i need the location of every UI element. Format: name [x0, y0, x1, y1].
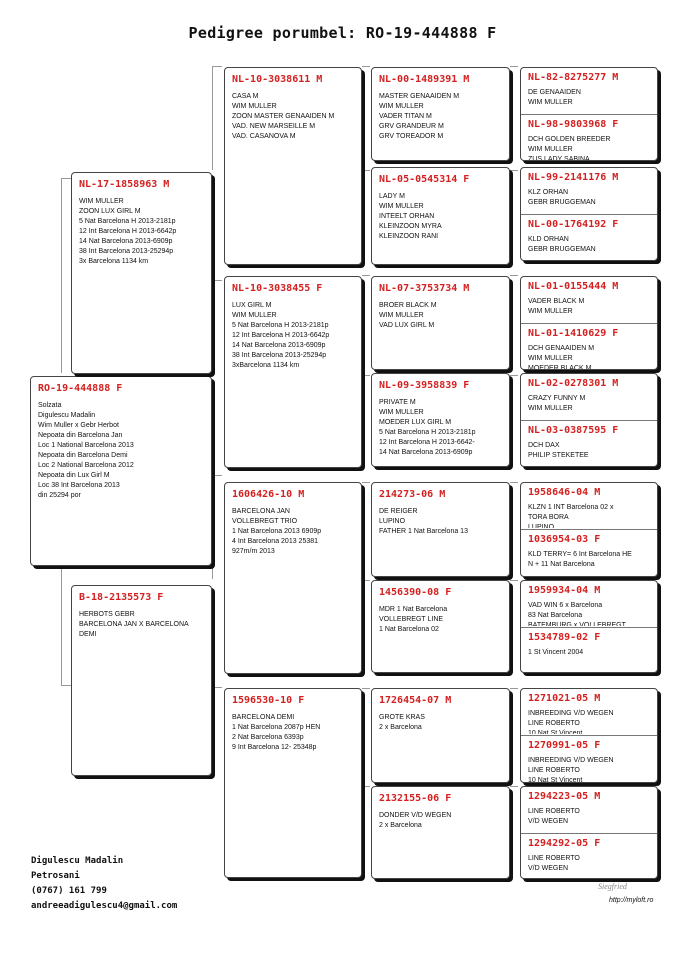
- owner-block: [31, 854, 177, 914]
- gen4-ring: 214273-06 M: [379, 489, 446, 500]
- gen4-info: MASTER GENAAIDEN M WIM MULLER VADER TITAN M GRV GRANDEUR M GRV TOREADOR M: [379, 93, 460, 140]
- connector-line: [510, 482, 518, 483]
- gen4-card: [371, 373, 510, 467]
- gen4-ring: NL-00-1489391 M: [379, 74, 470, 85]
- gen5-ring: 1959934-04 M: [528, 585, 601, 596]
- gen5-ring: 1294292-05 F: [528, 838, 601, 849]
- gen4-info: MDR 1 Nat Barcelona VOLLEBREGT LINE 1 Nat Barcelona 02: [379, 606, 448, 633]
- gen4-ring: NL-05-0545314 F: [379, 174, 470, 185]
- connector-line: [212, 475, 222, 476]
- gen5-dam: [521, 834, 657, 878]
- gen4-card: [371, 167, 510, 265]
- gen4-card: [371, 688, 510, 783]
- connector-line: [212, 66, 222, 67]
- gen3-ring: NL-10-3038455 F: [232, 283, 323, 294]
- gen5-sire: [521, 374, 657, 419]
- gen5-dam: [521, 736, 657, 782]
- gen5-ring: NL-02-0278301 M: [528, 378, 619, 389]
- connector-line: [510, 580, 518, 581]
- connector-line: [61, 685, 71, 686]
- gen4-card: [371, 276, 510, 370]
- connector-line: [212, 672, 213, 687]
- gen5-info: DCH GOLDEN BREEDER WIM MULLER ZUS LADY SABINA: [528, 136, 611, 160]
- gen5-info: DCH DAX PHILIP STEKETEE: [528, 442, 589, 459]
- father-ring: NL-17-1858963 M: [79, 179, 170, 190]
- gen3-ring: NL-10-3038611 M: [232, 74, 323, 85]
- connector-line: [212, 687, 222, 688]
- connector-line: [362, 275, 370, 276]
- owner-phone: (0767) 161 799: [31, 886, 107, 896]
- gen4-info: DE REIGER LUPINO FATHER 1 Nat Barcelona 13: [379, 508, 468, 535]
- gen3-card: [224, 276, 362, 468]
- connector-line: [510, 375, 518, 376]
- gen3-ring: 1596530-10 F: [232, 695, 305, 706]
- gen4-ring: NL-07-3753734 M: [379, 283, 470, 294]
- connector-line: [212, 265, 213, 280]
- gen5-sire: [521, 581, 657, 626]
- connector-line: [510, 170, 518, 171]
- gen5-card: [520, 580, 658, 673]
- gen5-info: DCH GENAAIDEN M WIM MULLER MOEDER BLACK M: [528, 345, 595, 369]
- page-title: Pedigree porumbel: RO-19-444888 F: [188, 24, 497, 42]
- gen5-info: LINE ROBERTO V/D WEGEN: [528, 855, 580, 872]
- gen3-ring: 1606426-10 M: [232, 489, 305, 500]
- gen5-card: [520, 688, 658, 783]
- gen4-ring: NL-09-3958839 F: [379, 380, 470, 391]
- gen5-dam: [521, 215, 657, 260]
- gen5-info: KLD ORHAN GEBR BRUGGEMAN: [528, 236, 596, 253]
- gen4-card: [371, 786, 510, 879]
- connector-line: [510, 688, 518, 689]
- mother-ring: B-18-2135573 F: [79, 592, 164, 603]
- connector-line: [362, 482, 370, 483]
- gen3-info: BARCELONA DEMI 1 Nat Barcelona 2087p HEN 2 Nat Barcelona 6393p 9 Int Barcelona 12- 25348p: [232, 714, 321, 751]
- gen5-card: [520, 67, 658, 161]
- footer-url[interactable]: http://myloft.ro: [609, 897, 654, 904]
- gen4-card: [371, 580, 510, 673]
- gen5-info: CRAZY FUNNY M WIM MULLER: [528, 395, 586, 412]
- gen4-ring: 2132155-06 F: [379, 793, 452, 804]
- gen4-info: DONDER V/D WEGEN 2 x Barcelona: [379, 812, 452, 829]
- gen3-card: [224, 482, 362, 674]
- gen5-ring: NL-01-0155444 M: [528, 281, 619, 292]
- gen4-info: LADY M WIM MULLER INTEELT ORHAN KLEINZOON MYRA KLEINZOON RANI: [379, 193, 442, 240]
- father-info: WIM MULLER ZOON LUX GIRL M 5 Nat Barcelona H 2013-2181p 12 Int Barcelona H 2013-6642p 14 Nat Barcelona 2013-6909p 38 Int Barcelona 2013-25294p 3x Barcelona 1134 km: [79, 198, 177, 265]
- gen5-dam: [521, 530, 657, 576]
- gen5-dam: [521, 324, 657, 369]
- gen5-dam: [521, 115, 657, 160]
- gen5-sire: [521, 277, 657, 322]
- subject-card: [30, 376, 212, 566]
- gen5-info: VADER BLACK M WIM MULLER: [528, 298, 585, 315]
- owner-name: Digulescu Madalin: [31, 856, 124, 866]
- signature: Siegfried: [598, 882, 627, 891]
- connector-line: [362, 170, 370, 171]
- gen5-ring: 1271021-05 M: [528, 693, 601, 704]
- gen5-card: [520, 786, 658, 879]
- mother-info: HERBOTS GEBR BARCELONA JAN X BARCELONA DEMI: [79, 611, 189, 638]
- gen5-ring: NL-01-1410629 F: [528, 328, 619, 339]
- gen5-info: 1 St Vincent 2004: [528, 649, 584, 656]
- gen3-info: LUX GIRL M WIM MULLER 5 Nat Barcelona H 2013-2181p 12 Int Barcelona H 2013-6642p 14 Nat Barcelona 2013-6909p 38 Int Barcelona 2013-25294p 3xBarcelona 1134 km: [232, 302, 330, 369]
- owner-email: andreeadigulescu4@gmail.com: [31, 901, 178, 911]
- gen4-ring: 1726454-07 M: [379, 695, 452, 706]
- gen5-card: [520, 482, 658, 577]
- connector-line: [61, 178, 71, 179]
- gen5-sire: [521, 68, 657, 113]
- connector-line: [510, 786, 518, 787]
- connector-line: [362, 375, 370, 376]
- owner-city: Petrosani: [31, 871, 80, 881]
- subject-info: Solzata Digulescu Madalin Wim Muller x Gebr Herbot Nepoata din Barcelona Jan Loc 1 National Barcelona 2013 Nepoata din Barcelona Demi Loc 2 National Barcelona 2012 Nepoata din Lux Girl M Loc 38 Int Barcelona 2013 din 25294 por: [38, 402, 134, 499]
- gen5-ring: 1270991-05 F: [528, 740, 601, 751]
- gen5-card: [520, 373, 658, 467]
- gen3-card: [224, 688, 362, 878]
- gen5-ring: NL-99-2141176 M: [528, 172, 619, 183]
- gen5-sire: [521, 787, 657, 832]
- gen5-card: [520, 276, 658, 370]
- connector-line: [212, 66, 213, 170]
- father-card: [71, 172, 212, 374]
- connector-line: [510, 66, 518, 67]
- gen4-card: [371, 67, 510, 161]
- gen5-ring: 1036954-03 F: [528, 534, 601, 545]
- gen5-info: INBREEDING V/D WEGEN LINE ROBERTO 10 Nat St Vincent: [528, 757, 614, 782]
- gen5-info: KLZN 1 INT Barcelona 02 x TORA BORA LUPINO: [528, 504, 614, 528]
- connector-line: [362, 688, 370, 689]
- gen5-info: KLZ ORHAN GEBR BRUGGEMAN: [528, 189, 596, 206]
- gen5-ring: NL-98-9803968 F: [528, 119, 619, 130]
- connector-line: [212, 475, 213, 579]
- connector-line: [61, 178, 62, 373]
- gen4-info: PRIVATE M WIM MULLER MOEDER LUX GIRL M 5 Nat Barcelona H 2013-2181p 12 Int Barcelona H 2013-6642- 14 Nat Barcelona 2013-6909p: [379, 399, 476, 456]
- gen5-info: DE GENAAIDEN WIM MULLER: [528, 89, 581, 106]
- gen5-ring: NL-00-1764192 F: [528, 219, 619, 230]
- gen5-info: LINE ROBERTO V/D WEGEN: [528, 808, 580, 825]
- gen4-card: [371, 482, 510, 577]
- mother-card: [71, 585, 212, 776]
- connector-line: [362, 66, 370, 67]
- gen5-card: [520, 167, 658, 261]
- gen5-info: INBREEDING V/D WEGEN LINE ROBERTO 10 Nat St Vincent: [528, 710, 614, 734]
- gen5-dam: [521, 421, 657, 466]
- gen4-info: BROER BLACK M WIM MULLER VAD LUX GIRL M: [379, 302, 437, 329]
- gen5-dam: [521, 628, 657, 672]
- connector-line: [212, 280, 222, 281]
- connector-line: [362, 786, 370, 787]
- subject-ring: RO-19-444888 F: [38, 383, 123, 394]
- gen5-ring: NL-03-0387595 F: [528, 425, 619, 436]
- gen3-card: [224, 67, 362, 265]
- gen5-info: VAD WIN 6 x Barcelona 83 Nat Barcelona BATEMBURG x VOLLEBREGT: [528, 602, 626, 626]
- gen3-info: BARCELONA JAN VOLLEBREGT TRIO 1 Nat Barcelona 2013 6909p 4 Int Barcelona 2013 25381 927m/m 2013: [232, 508, 322, 555]
- gen5-ring: 1958646-04 M: [528, 487, 601, 498]
- connector-line: [362, 580, 370, 581]
- gen5-info: KLD TERRY= 6 Int Barcelona HE N + 11 Nat Barcelona: [528, 551, 632, 568]
- connector-line: [61, 568, 62, 685]
- gen5-ring: 1534789-02 F: [528, 632, 601, 643]
- gen4-ring: 1456390-08 F: [379, 587, 452, 598]
- gen5-ring: NL-82-8275277 M: [528, 72, 619, 83]
- gen5-sire: [521, 483, 657, 528]
- gen5-ring: 1294223-05 M: [528, 791, 601, 802]
- gen5-sire: [521, 689, 657, 734]
- gen4-info: GROTE KRAS 2 x Barcelona: [379, 714, 425, 731]
- gen5-sire: [521, 168, 657, 213]
- connector-line: [510, 275, 518, 276]
- gen3-info: CASA M WIM MULLER ZOON MASTER GENAAIDEN M VAD. NEW MARSEILLE M VAD. CASANOVA M: [232, 93, 335, 140]
